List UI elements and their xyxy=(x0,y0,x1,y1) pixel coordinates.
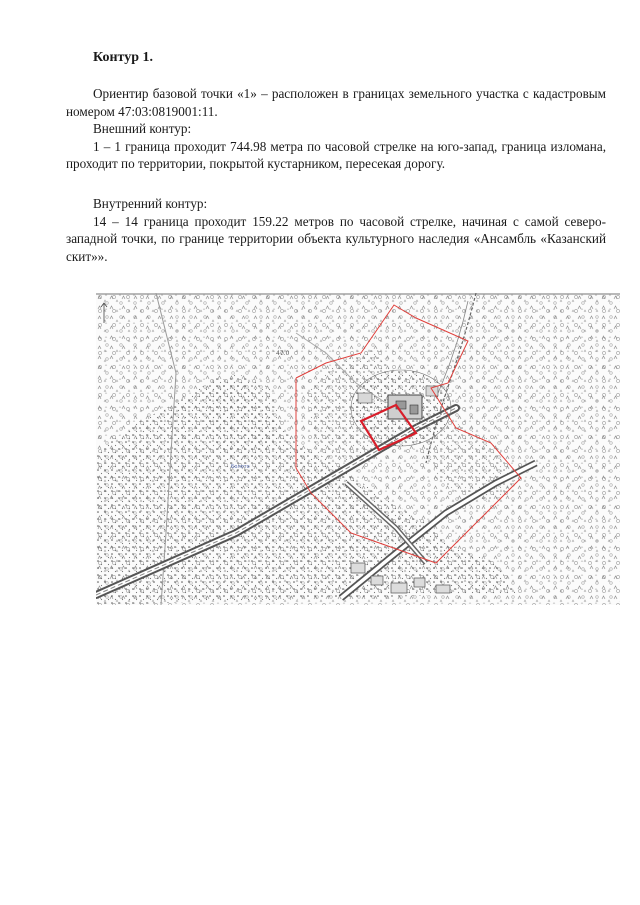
outer-contour-block xyxy=(66,85,606,173)
elevation-mark: 47.0 xyxy=(276,350,290,357)
inner-contour-paragraph: 14 – 14 граница проходит 159.22 метров по часовой стрелке, начиная с самой северо-западной точки, по границе территории объекта культурного наследия «Ансамбль «Казанский скит»». xyxy=(66,213,606,264)
outer-contour-paragraph: 1 – 1 граница проходит 744.98 метра по часовой стрелке на юго-запад, граница изломана, проходит по территории, покрытой кустарником, пересекая дорогу. xyxy=(66,138,606,171)
outer-contour-title: Внешний контур: xyxy=(93,121,192,136)
orientation-paragraph: Ориентир базовой точки «1» – расположен в границах земельного участка с кадастровым номером 47:03:0819001:11. xyxy=(66,86,606,119)
inner-contour-block xyxy=(66,195,606,265)
skete-complex xyxy=(351,370,451,446)
section-heading: Контур 1. xyxy=(93,50,153,65)
inner-contour-title: Внутренний контур: xyxy=(93,196,208,211)
cadastral-map xyxy=(96,293,620,605)
map-label-blue: Болото xyxy=(231,464,250,470)
